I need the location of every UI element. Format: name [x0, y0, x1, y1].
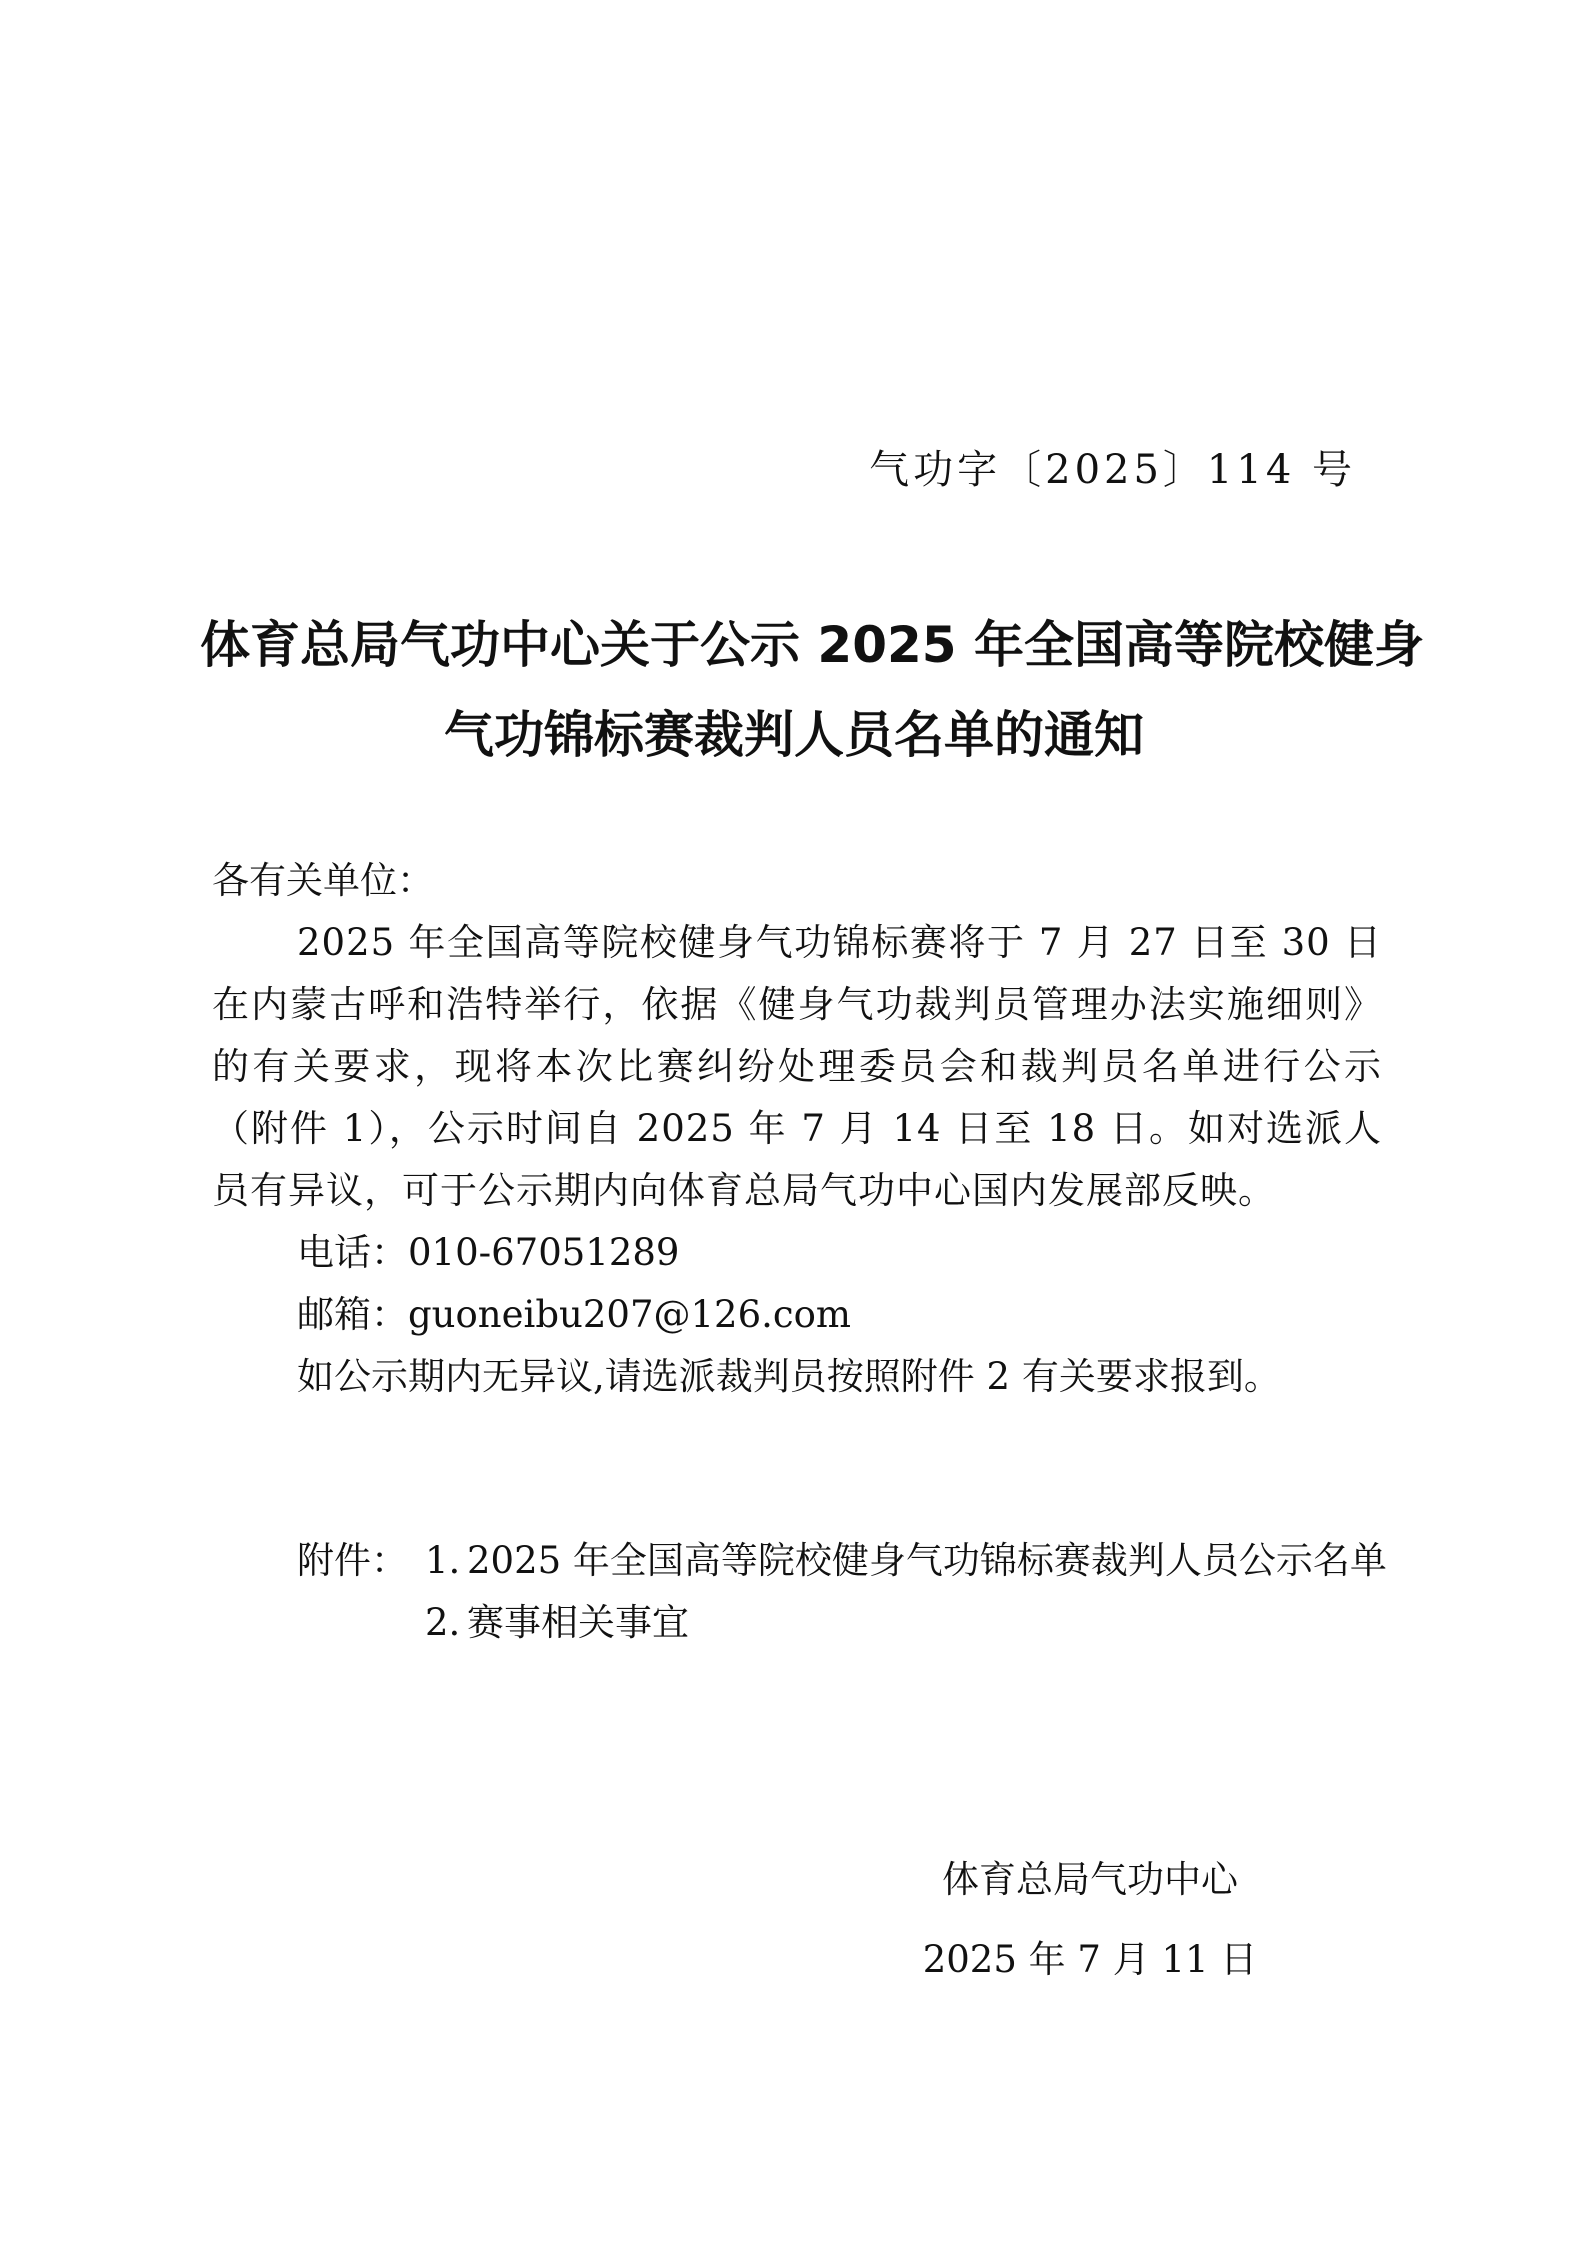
- document-title: [200, 600, 1424, 780]
- attachment-item: [425, 1530, 1387, 1592]
- document-body: [212, 850, 1382, 1408]
- document-number: 气功字〔2025〕114 号: [869, 447, 1356, 493]
- signature-date: 2025 年 7 月 11 日: [922, 1938, 1258, 1981]
- attachments-list: [425, 1530, 1387, 1654]
- signature-block: [880, 1840, 1300, 2000]
- title-line-2: 气功锦标赛裁判人员名单的通知: [444, 706, 1144, 764]
- main-paragraph: 2025 年全国高等院校健身气功锦标赛将于 7 月 27 日至 30 日在内蒙古呼和浩特举行，依据《健身气功裁判员管理办法实施细则》的有关要求，现将本次比赛纠纷处理委员会和裁判员名单进行公示（附件 1），公示时间自 2025 年 7 月 14 日至 18 日。如对选派人员有异议，可于公示期内向体育总局气功中心国内发展部反映。: [212, 921, 1382, 1212]
- phone-line: 电话：010-67051289: [297, 1231, 680, 1274]
- attachment-item: [425, 1592, 1387, 1654]
- attachment-text: 2025 年全国高等院校健身气功锦标赛裁判人员公示名单: [467, 1539, 1387, 1582]
- attachment-number: 2.: [425, 1601, 461, 1644]
- attachments-label: 附件：: [297, 1539, 408, 1582]
- note-line: 如公示期内无异议,请选派裁判员按照附件 2 有关要求报到。: [297, 1355, 1281, 1398]
- title-line-1: 体育总局气功中心关于公示 2025 年全国高等院校健身: [200, 616, 1424, 674]
- signature-organization: 体育总局气功中心: [942, 1858, 1238, 1901]
- attachments-section: [297, 1530, 1387, 1654]
- salutation: 各有关单位：: [212, 859, 434, 902]
- attachment-number: 1.: [425, 1539, 461, 1582]
- email-line: 邮箱：guoneibu207@126.com: [297, 1293, 851, 1336]
- attachment-text: 赛事相关事宜: [467, 1601, 689, 1644]
